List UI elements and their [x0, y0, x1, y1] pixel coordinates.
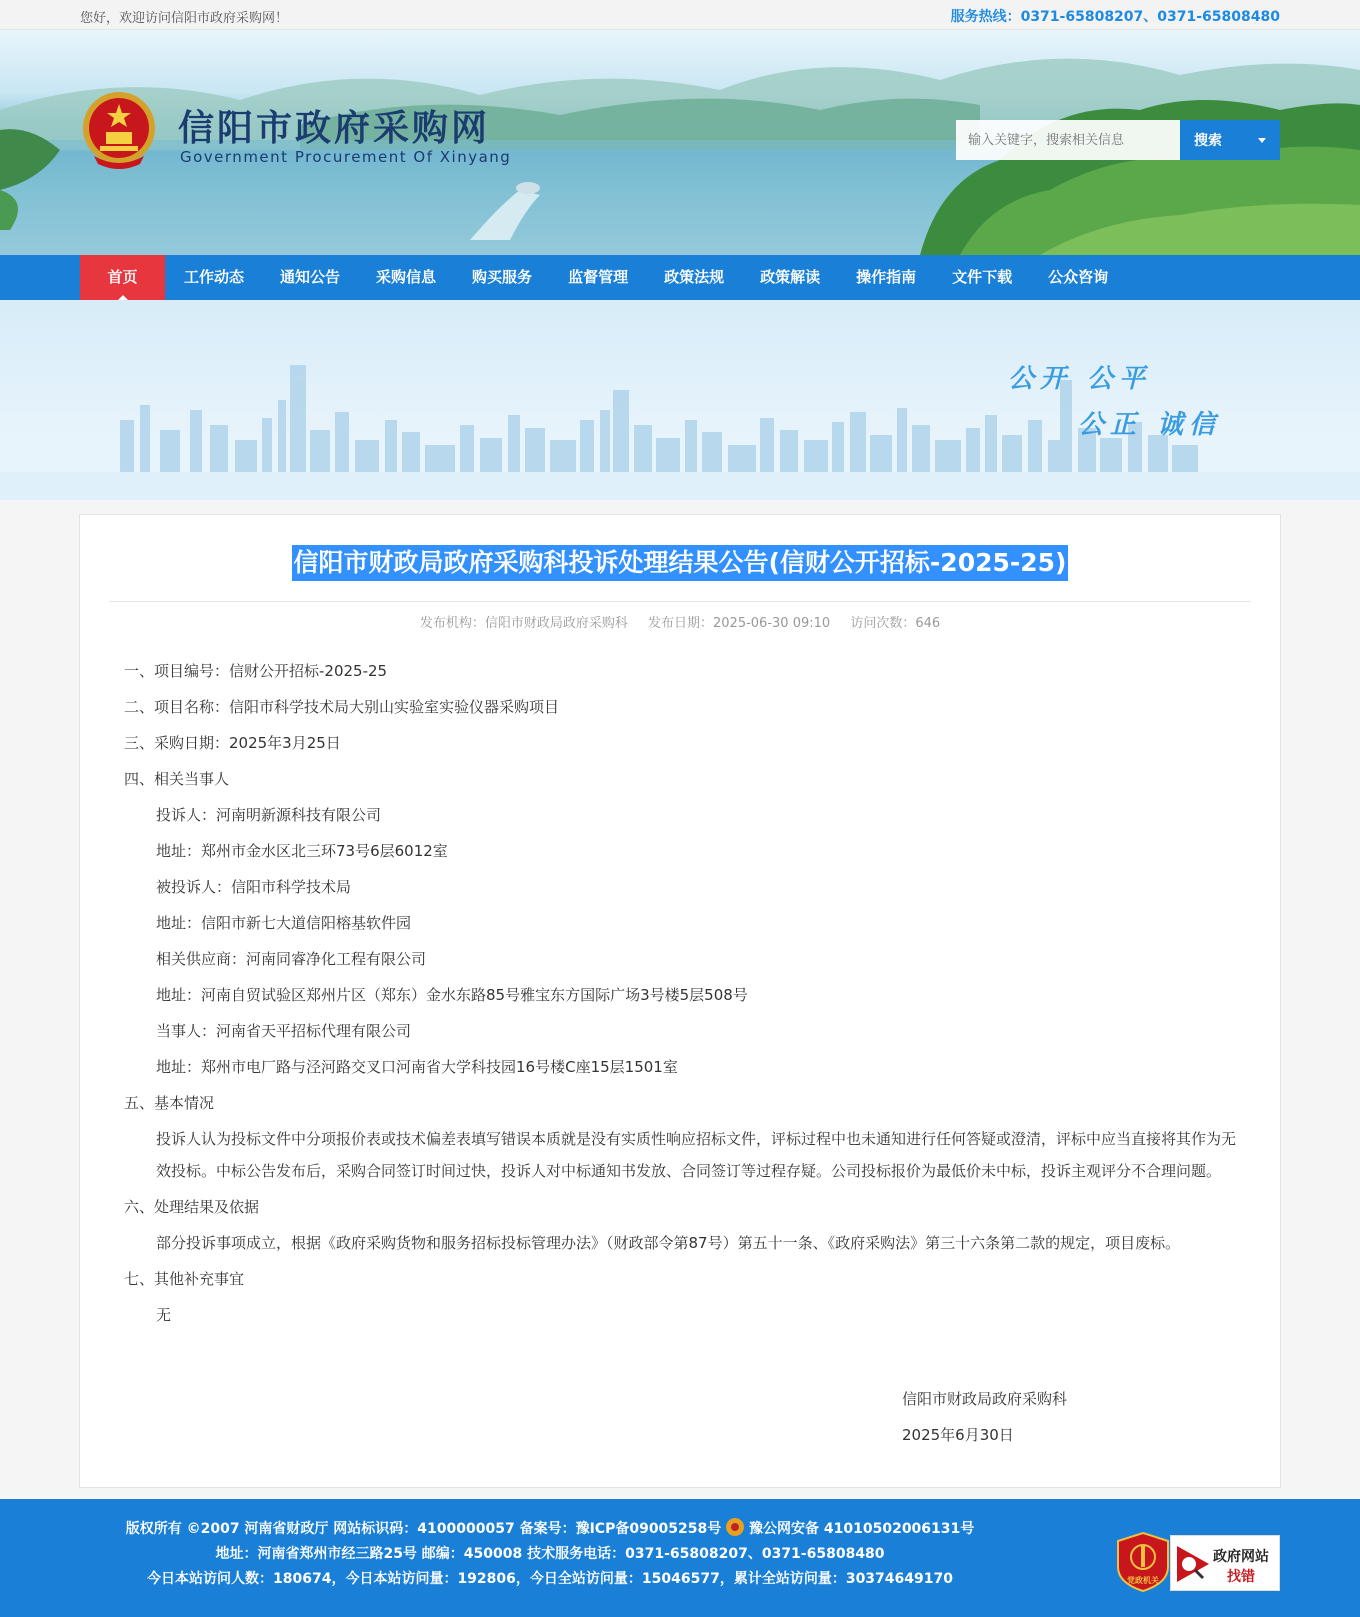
city-skyline-image [0, 300, 1360, 500]
result-text: 部分投诉事项成立，根据《政府采购货物和服务招标投标管理办法》（财政部令第87号）第五十一条、《政府采购法》第三十六条第二款的规定，项目废标。 [156, 1234, 1181, 1252]
article-body [80, 631, 1280, 1333]
meta-visits: 访问次数：646 [850, 616, 941, 631]
article-container [79, 514, 1281, 1488]
section-other: 七、其他补充事宜 [124, 1270, 245, 1288]
basic-situation-text: 投诉人认为投标文件中分项报价表或技术偏差表填写错误本质就是没有实质性响应招标文件，评标过程中也未通知进行任何答疑或澄清，评标中应当直接将其作为无效投标。中标公告发布后，采购合同签订时间过快，投诉人对中标通知书发放、合同签订等过程存疑。公司投标报价为最低价未中标，投诉主观评分不合理问题。 [156, 1130, 1237, 1180]
site-footer [0, 1499, 1360, 1617]
nav-item-notices[interactable]: 通知公告 [280, 268, 341, 286]
site-title: 信阳市政府采购网 [178, 107, 491, 149]
nav-item-supervision[interactable]: 监督管理 [568, 268, 629, 286]
footer-stats: 今日本站访问人数：180674，今日本站访问量：192806，今日全站访问量：15046577，累计全站访问量：30374649170 [147, 1571, 953, 1587]
chevron-down-icon[interactable] [1258, 138, 1266, 143]
procurement-date: 三、采购日期：2025年3月25日 [124, 734, 341, 752]
site-header [0, 30, 1360, 255]
national-emblem-icon [80, 90, 158, 172]
police-badge-icon [726, 1518, 744, 1536]
site-subtitle: Government Procurement Of Xinyang [180, 148, 512, 166]
badge-err-subtitle: 找错 [1227, 1569, 1255, 1585]
search-button-label: 搜索 [1194, 133, 1222, 149]
nav-item-guide[interactable]: 操作指南 [856, 268, 917, 286]
project-number: 一、项目编号：信财公开招标-2025-25 [124, 662, 388, 680]
footer-police-record[interactable]: 豫公网安备 41010502006131号 [749, 1521, 975, 1537]
title-divider [109, 601, 1251, 602]
nav-item-purchase-services[interactable]: 购买服务 [472, 268, 533, 286]
footer-address: 地址：河南省郑州市经三路25号 邮编：450008 技术服务电话：0371-65808207、0371-65808480 [215, 1546, 885, 1562]
section-basic-situation: 五、基本情况 [124, 1094, 215, 1112]
complainant-address: 地址：郑州市金水区北三环73号6层6012室 [156, 842, 448, 860]
project-name: 二、项目名称：信阳市科学技术局大别山实验室实验仪器采购项目 [124, 698, 560, 716]
nav-item-policies[interactable]: 政策法规 [664, 268, 725, 286]
respondent: 被投诉人：信阳市科学技术局 [156, 878, 352, 896]
top-bar [0, 0, 1360, 30]
nav-item-consultation[interactable]: 公众咨询 [1048, 268, 1109, 286]
website-error-report-badge[interactable] [1170, 1535, 1280, 1591]
party-government-badge-icon[interactable] [1116, 1531, 1170, 1593]
main-nav [0, 255, 1360, 300]
welcome-text: 您好，欢迎访问信阳市政府采购网！ [80, 11, 289, 26]
signature-date: 2025年6月30日 [902, 1426, 1014, 1444]
article-title: 信阳市财政局政府采购科投诉处理结果公告(信财公开招标-2025-25) [292, 545, 1069, 581]
signature-block [902, 1381, 1067, 1453]
article-meta [80, 612, 1280, 631]
city-banner [0, 300, 1360, 500]
signature-org: 信阳市财政局政府采购科 [902, 1390, 1068, 1408]
complainant: 投诉人：河南明新源科技有限公司 [156, 806, 382, 824]
respondent-address: 地址：信阳市新七大道信阳榕基软件园 [156, 914, 412, 932]
nav-item-downloads[interactable]: 文件下载 [952, 268, 1013, 286]
nav-item-home[interactable]: 首页 [80, 255, 165, 300]
service-hotline: 服务热线：0371-65808207、0371-65808480 [950, 9, 1280, 25]
related-supplier-address: 地址：河南自贸试验区郑州片区（郑东）金水东路85号雅宝东方国际广场3号楼5层508号 [156, 986, 748, 1004]
footer-copyright [0, 1517, 1100, 1542]
meta-date: 发布日期：2025-06-30 09:10 [648, 616, 831, 631]
badge-party-label: 党政机关 [1127, 1576, 1159, 1585]
slogan-just-honest: 公正 诚信 [1078, 410, 1222, 440]
nav-item-procurement-info[interactable]: 采购信息 [376, 268, 437, 286]
section-parties: 四、相关当事人 [124, 770, 230, 788]
section-result: 六、处理结果及依据 [124, 1198, 260, 1216]
meta-publisher: 发布机构：信阳市财政局政府采购科 [419, 616, 628, 631]
nav-item-work-news[interactable]: 工作动态 [184, 268, 245, 286]
slogan-open-fair: 公开 公平 [1008, 364, 1152, 394]
search-button[interactable] [1180, 120, 1280, 160]
search-input[interactable] [956, 120, 1180, 160]
footer-copyright-text: 版权所有 ©2007 河南省财政厅 网站标识码：4100000057 备案号：豫ICP备09005258号 [125, 1521, 722, 1537]
other-text: 无 [156, 1306, 172, 1324]
search-box [956, 120, 1280, 160]
related-supplier: 相关供应商：河南同睿净化工程有限公司 [156, 950, 427, 968]
party-address: 地址：郑州市电厂路与泾河路交叉口河南省大学科技园16号楼C座15层1501室 [156, 1058, 678, 1076]
magnifier-icon [1175, 1544, 1211, 1584]
badge-err-title: 政府网站 [1213, 1549, 1269, 1565]
nav-item-policy-interpretation[interactable]: 政策解读 [760, 268, 821, 286]
party: 当事人：河南省天平招标代理有限公司 [156, 1022, 412, 1040]
